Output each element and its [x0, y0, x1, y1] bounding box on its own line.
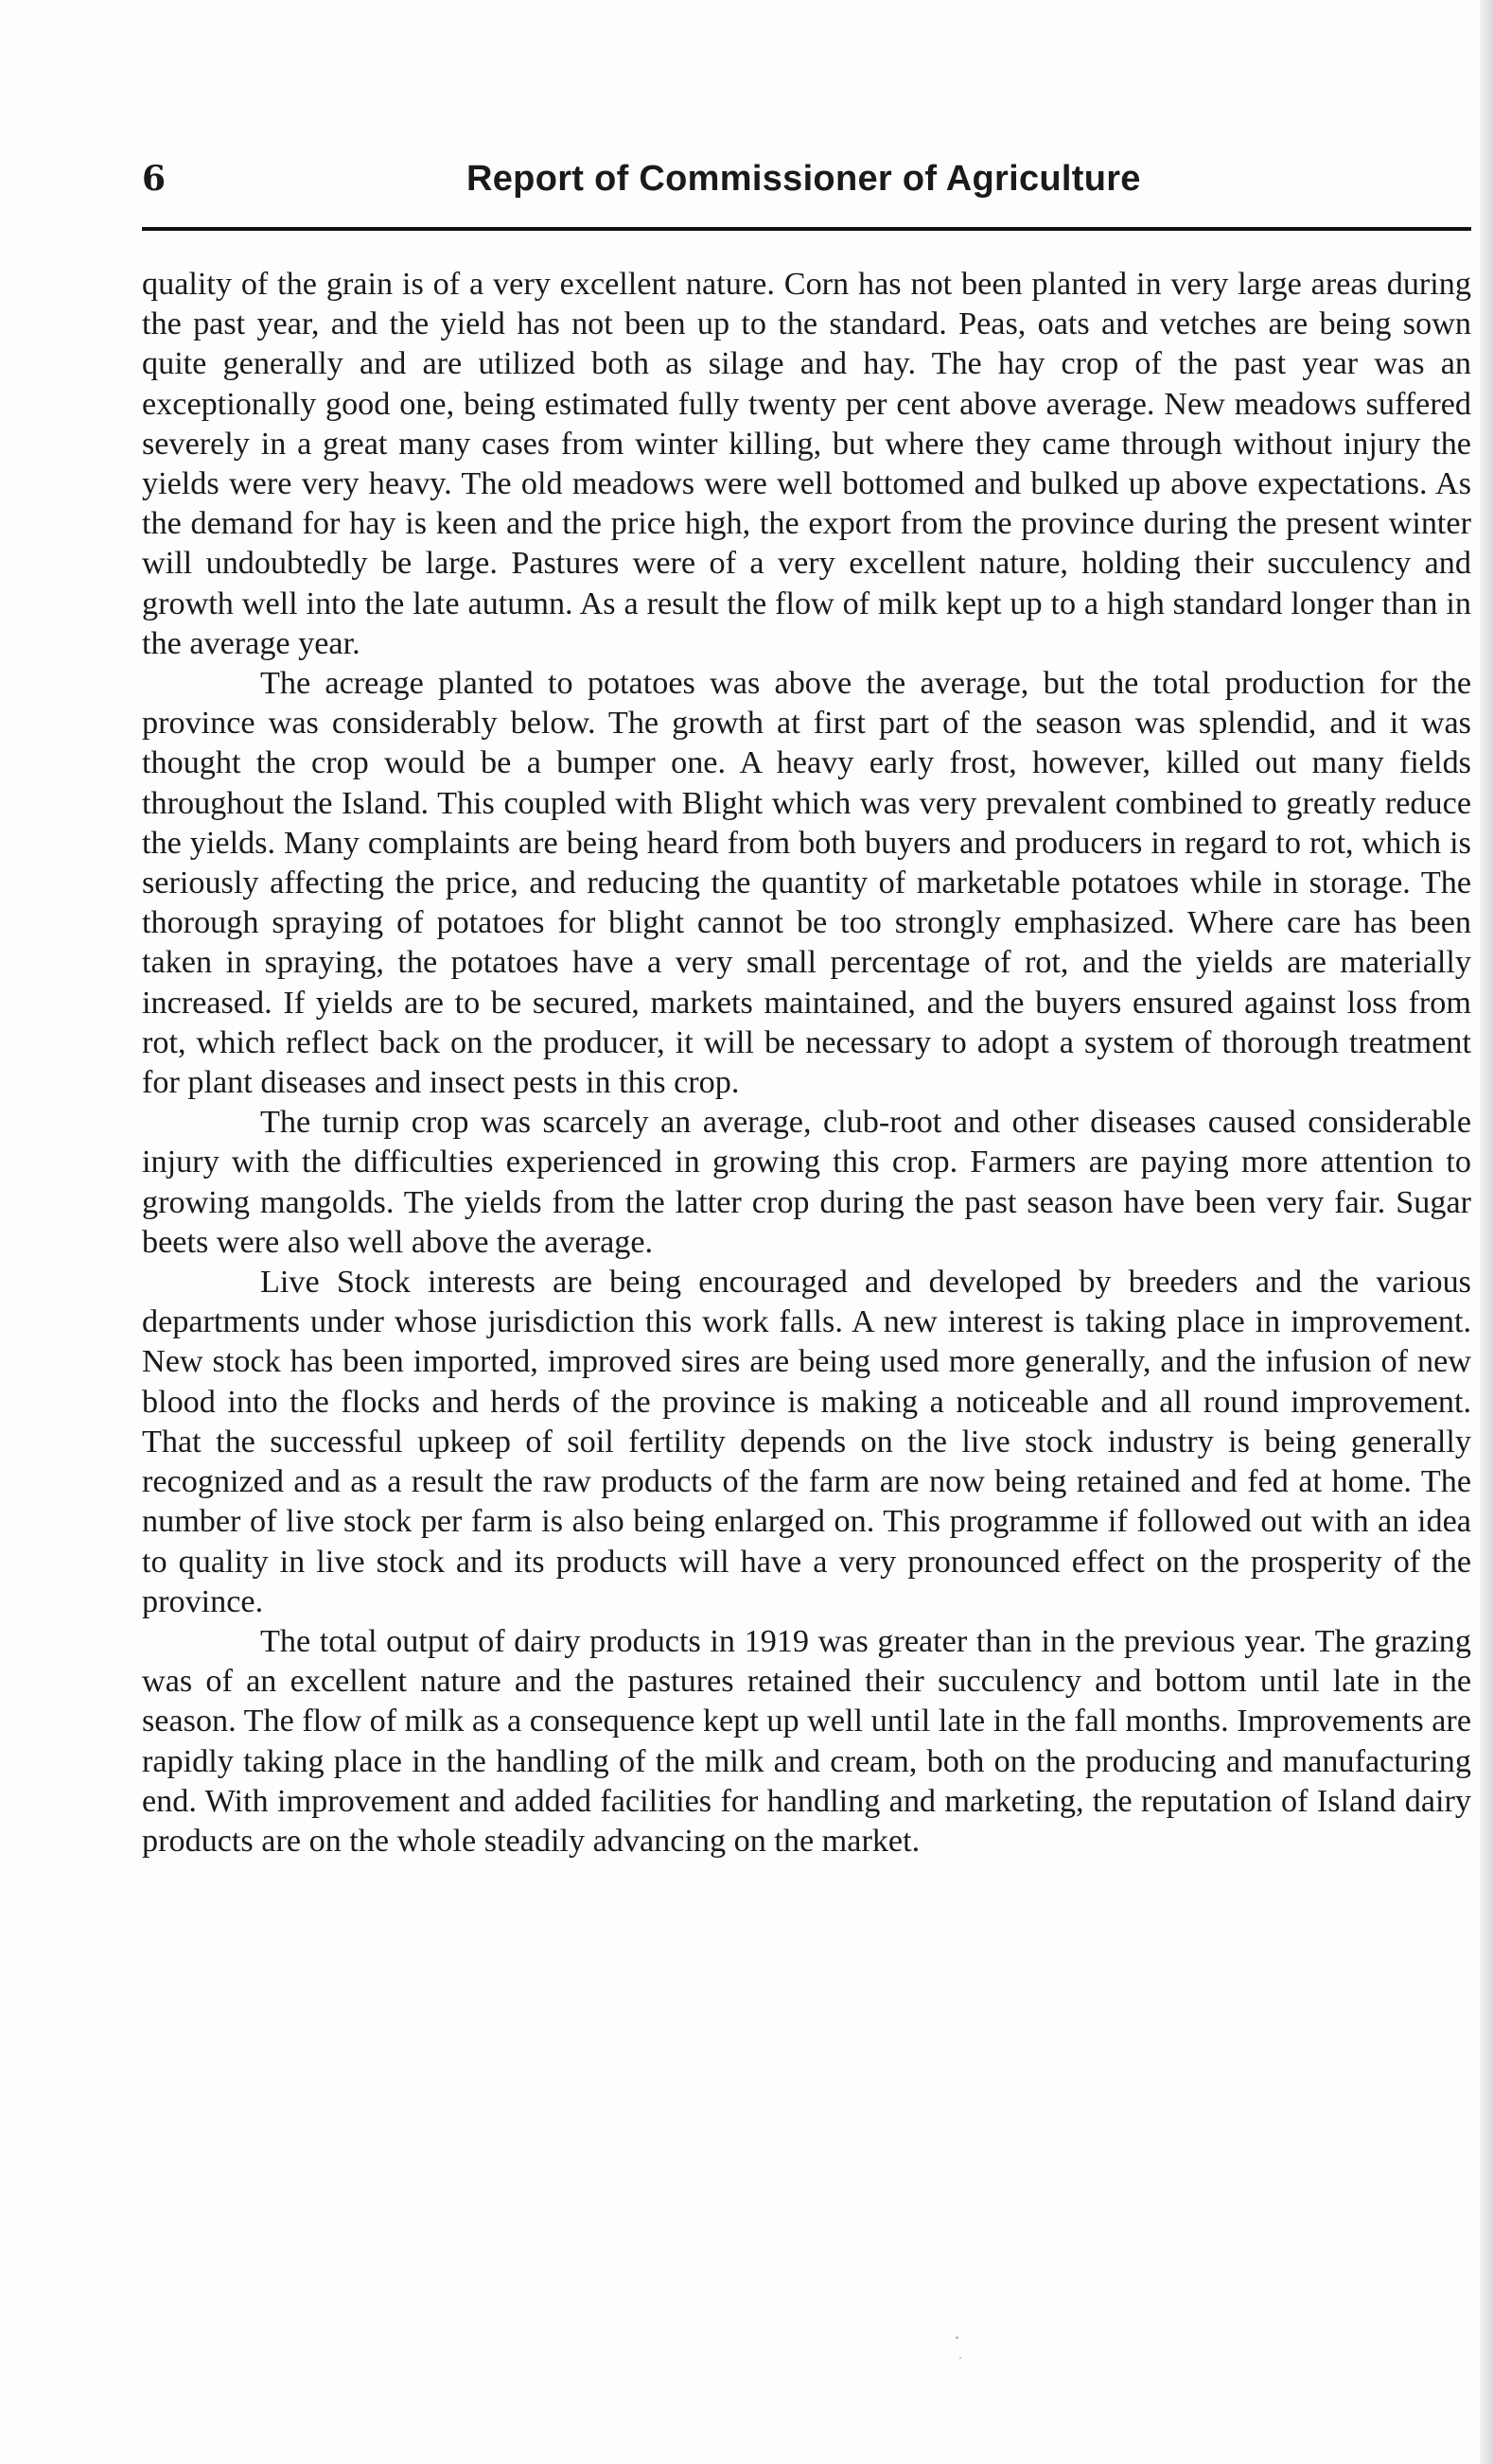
body-text — [142, 265, 1471, 1861]
paper-speck — [956, 2336, 958, 2339]
paper-speck — [959, 2357, 961, 2359]
page-header — [142, 151, 1471, 208]
page-number: 6 — [142, 159, 167, 199]
paragraph-2: The acreage planted to potatoes was above the average, but the total production for the province was considerably below. The growth at first part of the season was splendid, and it was thought the crop would be a bumper one. A heavy early frost, however, killed out many fields throughout the Island. This coupled with Blight which was very prevalent combined to greatly reduce the yields. Many complaints are being heard from both buyers and producers in regard to rot, which is seriously affecting the price, and reducing the quantity of marketable potatoes while in storage. The thorough spraying of potatoes for blight cannot be too strongly emphasized. Where care has been taken in spraying, the potatoes have a very small percentage of rot, and the yields are materially increased. If yields are to be secured, markets maintained, and the buyers ensured against loss from rot, which reflect back on the producer, it will be necessary to adopt a system of thorough treatment for plant diseases and insect pests in this crop. — [142, 666, 1471, 1101]
paragraph-4: Live Stock interests are being encouraged and developed by breeders and the various departments under whose jurisdiction this work falls. A new interest is taking place in improvement. New stock has been imported, improved sires are being used more generally, and the infusion of new blood into the flocks and herds of the province is making a noticeable and all round improvement. That the successful upkeep of soil fertility depends on the live stock industry is being generally recognized and as a result the raw products of the farm are now being retained and fed at home. The number of live stock per farm is also being enlarged on. This programme if followed out with an idea to quality in live stock and its products will have a very pronounced effect on the prosperity of the province. — [142, 1265, 1471, 1619]
paragraph-1: quality of the grain is of a very excellent nature. Corn has not been planted in very large areas during the past year, and the yield has not been up to the standard. Peas, oats and vetches are being sown quite generally and are utilized both as silage and hay. The hay crop of the past year was an exceptionally good one, being estimated fully twenty per cent above average. New meadows suffered severely in a great many cases from winter killing, but where they came through without injury the yields were very heavy. The old meadows were well bottomed and bulked up above expectations. As the demand for hay is keen and the price high, the export from the province during the present winter will undoubtedly be large. Pastures were of a very excellent nature, holding their succulency and growth well into the late autumn. As a result the flow of milk kept up to a high standard longer than in the average year. — [142, 267, 1471, 661]
paragraph-3: The turnip crop was scarcely an average, club-root and other diseases caused considerable injury with the difficulties experienced in growing this crop. Farmers are paying more attention to growing mangolds. The yields from the latter crop during the past season have been very fair. Sugar beets were also well above the average. — [142, 1105, 1471, 1260]
running-head: Report of Commissioner of Agriculture — [466, 159, 1141, 199]
page-edge-shadow — [1480, 0, 1493, 2464]
header-rule — [142, 227, 1471, 231]
paragraph-5: The total output of dairy products in 1919 was greater than in the previous year. The grazing was of an excellent nature and the pastures retained their succulency and bottom until late in the season. The flow of milk as a consequence kept up well until late in the fall months. Improvements are rapidly taking place in the handling of the milk and cream, both on the producing and manufacturing end. With improvement and added facilities for handling and marketing, the reputation of Island dairy products are on the whole steadily advancing on the market. — [142, 1623, 1471, 1859]
